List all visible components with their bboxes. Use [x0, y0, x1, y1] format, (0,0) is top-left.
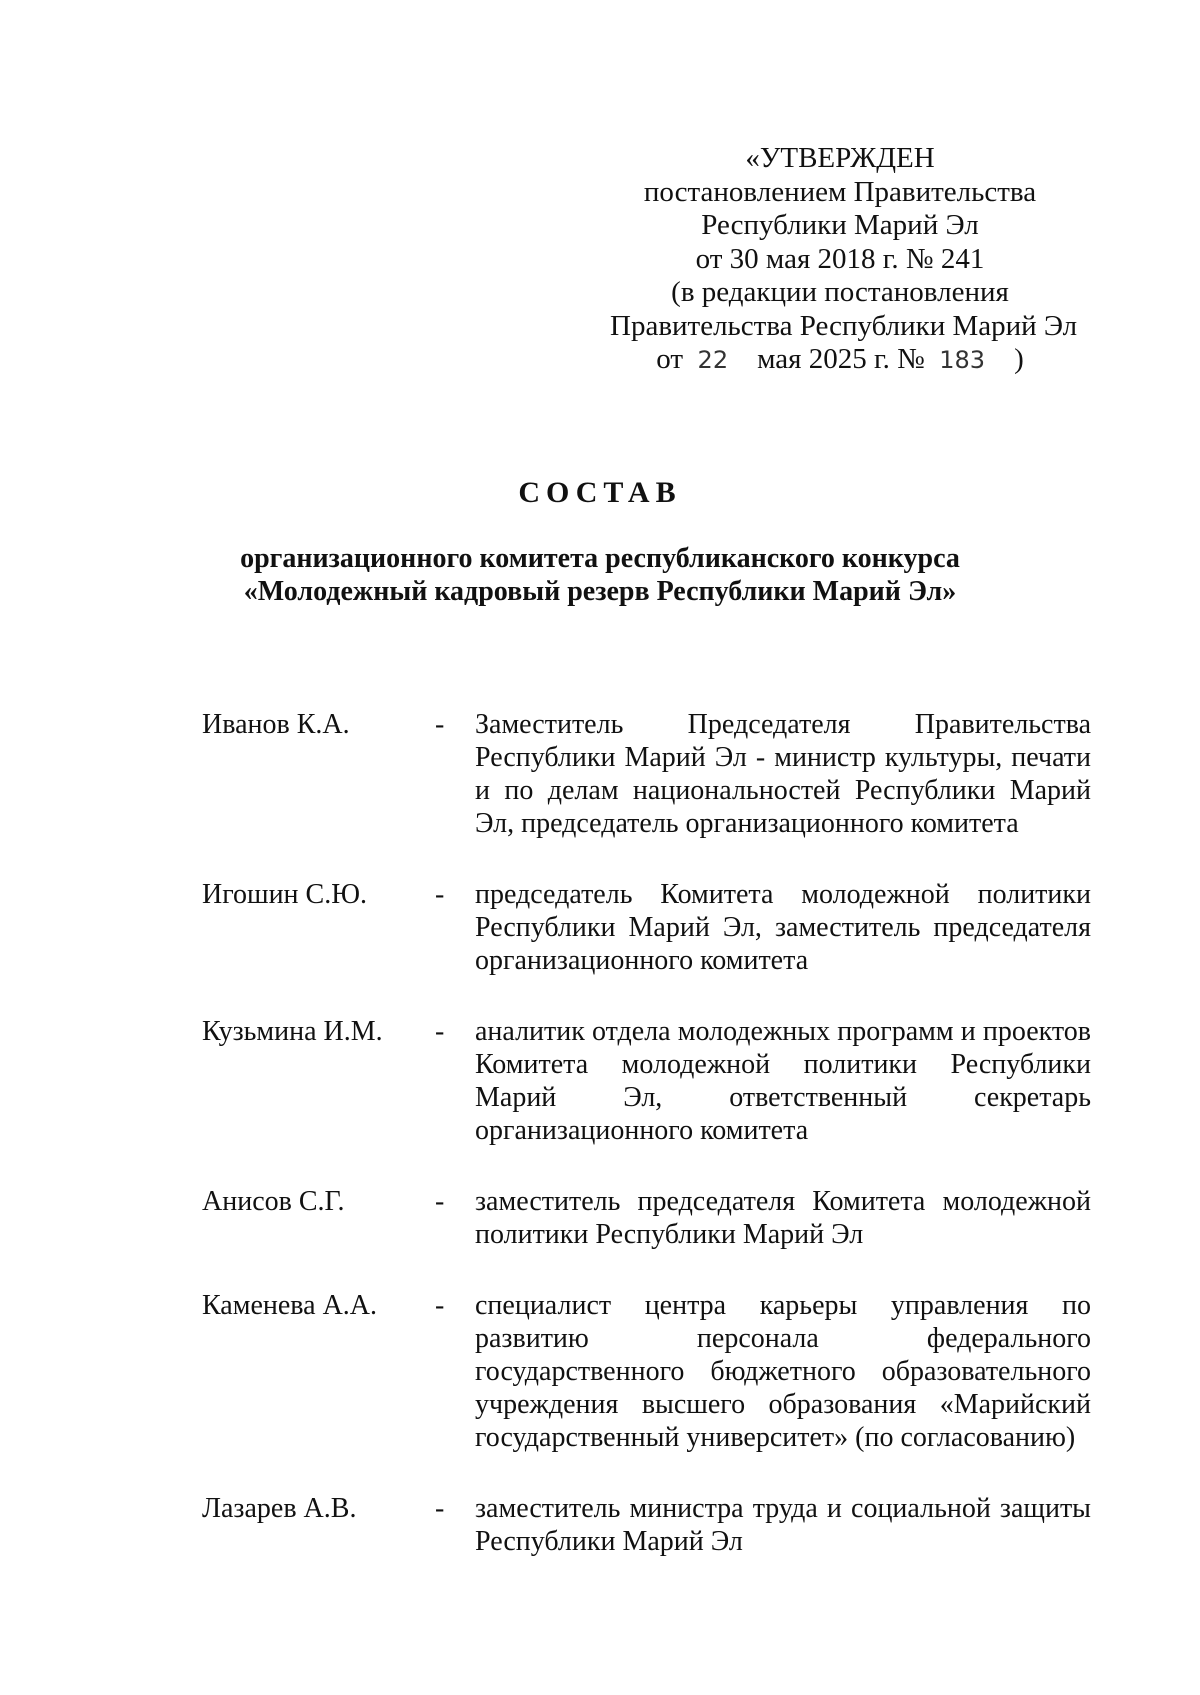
member-position: Заместитель Председателя Правительства Республики Марий Эл - министр культуры, печати и по делам национальностей Республики Марий Эл, председатель организационного комитета — [475, 709, 1091, 839]
approval-date-middle: мая 2025 г. № — [757, 343, 925, 375]
member-position: специалист центра карьеры управления по развитию персонала федерального государственного бюджетного образовательного учреждения высшего образования «Марийский государственный университет» (по согласованию) — [475, 1290, 1091, 1453]
approval-document-number: 183 — [939, 346, 986, 374]
member-dash: - — [435, 1290, 445, 1321]
member-dash: - — [435, 1493, 445, 1524]
approval-line-3: Республики Марий Эл — [701, 209, 979, 241]
approval-stamp-block — [610, 142, 1078, 378]
list-item — [202, 1015, 1092, 1147]
member-position: председатель Комитета молодежной политики Республики Марий Эл, заместитель председателя организационного комитета — [475, 879, 1091, 976]
member-name: Игошин С.Ю. — [202, 879, 367, 910]
approval-line-5: (в редакции постановления — [671, 276, 1009, 308]
member-dash: - — [435, 879, 445, 910]
approval-line-2: постановлением Правительства — [643, 175, 1037, 208]
member-position: аналитик отдела молодежных программ и проектов Комитета молодежной политики Республики Марий Эл, ответственный секретарь организационного комитета — [475, 1016, 1091, 1146]
members-list — [202, 708, 1092, 1596]
list-item — [202, 1492, 1092, 1558]
document-title: СОСТАВ — [518, 476, 682, 509]
member-name: Кузьмина И.М. — [202, 1016, 383, 1047]
member-position: заместитель министра труда и социальной защиты Республики Марий Эл — [475, 1493, 1091, 1557]
member-name: Анисов С.Г. — [202, 1186, 345, 1217]
approval-line-6: Правительства Республики Марий Эл — [610, 309, 1078, 342]
member-dash: - — [435, 1186, 445, 1217]
member-position: заместитель председателя Комитета молодежной политики Республики Марий Эл — [475, 1186, 1091, 1250]
member-name: Иванов К.А. — [202, 709, 350, 740]
approval-line-1: «УТВЕРЖДЕН — [745, 142, 935, 174]
member-dash: - — [435, 1016, 445, 1047]
subtitle-line-1: организационного комитета республиканского конкурса — [240, 543, 960, 574]
approval-date-prefix: от — [656, 343, 684, 375]
list-item — [202, 878, 1092, 977]
member-dash: - — [435, 709, 445, 740]
document-subtitle — [0, 542, 1200, 608]
member-name: Лазарев А.В. — [202, 1493, 357, 1524]
approval-date-suffix: ) — [1014, 343, 1024, 375]
list-item — [202, 1289, 1092, 1454]
approval-line-7 — [610, 343, 1070, 378]
subtitle-line-2: «Молодежный кадровый резерв Республики Марий Эл» — [243, 576, 957, 607]
list-item — [202, 708, 1092, 840]
list-item — [202, 1185, 1092, 1251]
approval-line-4: от 30 мая 2018 г. № 241 — [695, 242, 985, 275]
member-name: Каменева А.А. — [202, 1290, 378, 1321]
approval-date-day: 22 — [697, 346, 729, 374]
